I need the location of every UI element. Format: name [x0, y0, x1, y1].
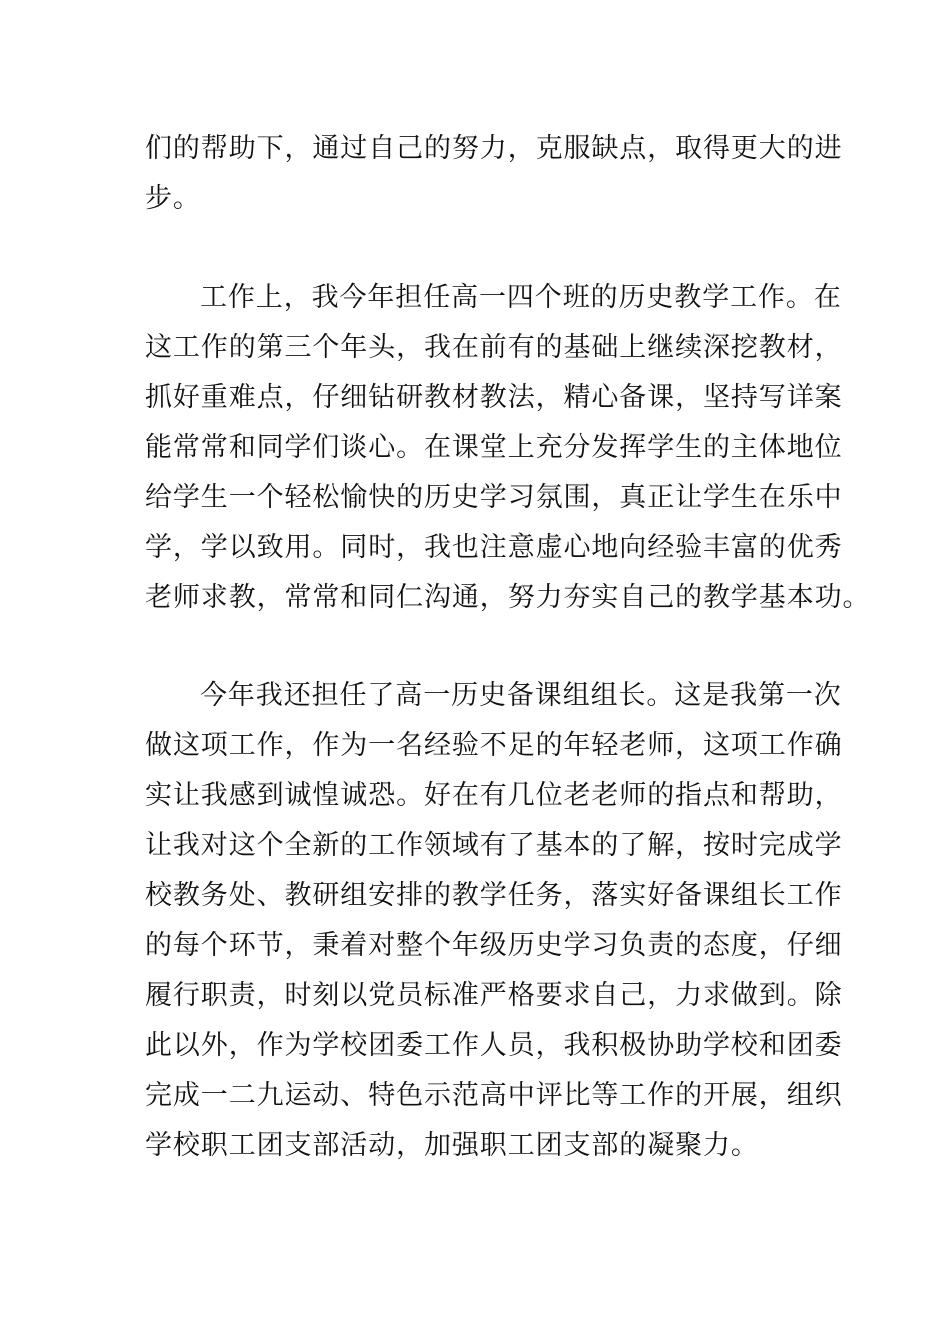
paragraph-2-line-7: 老师求教，常常和同仁沟通，努力夯实自己的教学基本功。	[145, 582, 871, 613]
paragraph-2-line-3: 抓好重难点，仔细钻研教材教法，精心备课，坚持写详案	[145, 382, 843, 413]
paragraph-2-line-2: 这工作的第三个年头，我在前有的基础上继续深挖教材，	[145, 332, 843, 363]
paragraph-3-line-7: 履行职责，时刻以党员标准严格要求自己，力求做到。除	[145, 980, 843, 1011]
paragraph-3-line-3: 实让我感到诚惶诚恐。好在有几位老老师的指点和帮助，	[145, 780, 843, 811]
paragraph-3-line-4: 让我对这个全新的工作领域有了基本的了解，按时完成学	[145, 830, 843, 861]
paragraph-3-line-8: 此以外，作为学校团委工作人员，我积极协助学校和团委	[145, 1030, 843, 1061]
paragraph-2-line-6: 学，学以致用。同时，我也注意虚心地向经验丰富的优秀	[145, 532, 843, 563]
paragraph-3-line-9: 完成一二九运动、特色示范高中评比等工作的开展，组织	[145, 1080, 843, 1111]
paragraph-3-line-10: 学校职工团支部活动，加强职工团支部的凝聚力。	[145, 1130, 759, 1161]
paragraph-3-line-1: 今年我还担任了高一历史备课组组长。这是我第一次	[200, 680, 842, 711]
paragraph-1-line-1: 们的帮助下，通过自己的努力，克服缺点，取得更大的进	[145, 133, 843, 164]
paragraph-3-line-2: 做这项工作，作为一名经验不足的年轻老师，这项工作确	[145, 730, 843, 761]
paragraph-3-line-5: 校教务处、教研组安排的教学任务，落实好备课组长工作	[145, 880, 843, 911]
paragraph-2-line-1: 工作上，我今年担任高一四个班的历史教学工作。在	[200, 282, 842, 313]
paragraph-1-line-2: 步。	[145, 183, 201, 214]
paragraph-3-line-6: 的每个环节，秉着对整个年级历史学习负责的态度，仔细	[145, 930, 843, 961]
paragraph-2-line-5: 给学生一个轻松愉快的历史学习氛围，真正让学生在乐中	[145, 482, 843, 513]
paragraph-2-line-4: 能常常和同学们谈心。在课堂上充分发挥学生的主体地位	[145, 432, 843, 463]
